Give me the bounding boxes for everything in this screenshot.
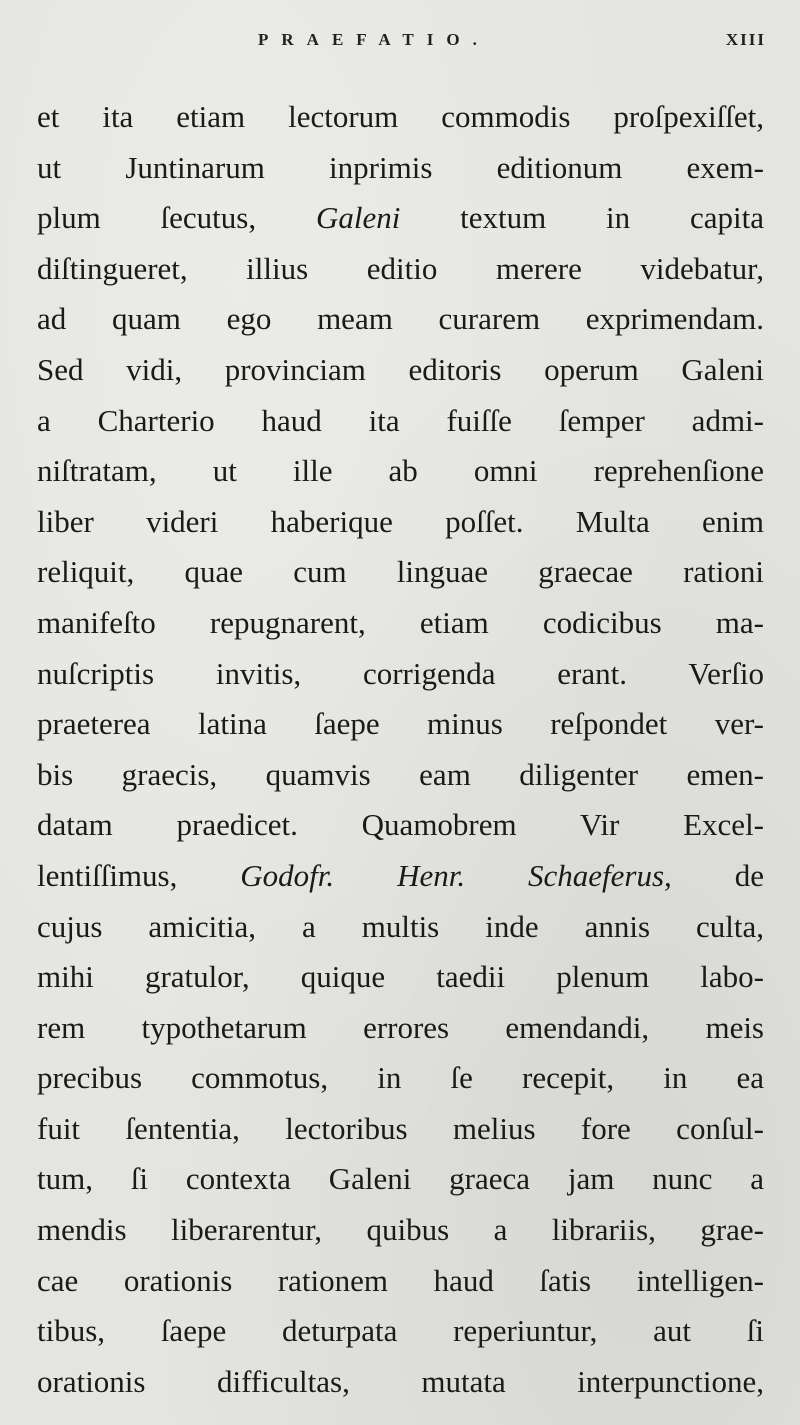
text-segment: cae orationis rationem haud ſatis intelligen-	[37, 1262, 764, 1298]
text-line	[37, 699, 764, 750]
page-number: XIII	[725, 30, 766, 49]
text-line	[37, 902, 764, 953]
text-line	[37, 547, 764, 598]
running-head	[0, 30, 800, 58]
text-segment: praeterea latina ſaepe minus reſpondet ver-	[37, 706, 764, 742]
text-segment: Sed vidi, provinciam editoris operum Galeni	[37, 351, 764, 387]
text-segment: diſtingueret, illius editio merere videbatur,	[37, 250, 764, 286]
body-text	[37, 92, 764, 1407]
text-line	[37, 497, 764, 548]
text-segment: textum in capita	[400, 200, 764, 236]
text-line	[37, 244, 764, 295]
text-segment: et ita etiam lectorum commodis proſpexiſſet,	[37, 99, 764, 134]
text-segment: de	[671, 857, 764, 893]
text-line	[37, 345, 764, 396]
text-segment: ad quam ego meam curarem exprimendam.	[37, 301, 764, 337]
text-line	[37, 446, 764, 497]
text-segment: lentiſſimus,	[37, 857, 241, 893]
italic-name: Godofr. Henr. Schaeferus,	[240, 857, 672, 893]
text-line	[37, 143, 764, 194]
text-line	[37, 1357, 764, 1408]
text-segment: tibus, ſaepe deturpata reperiuntur, aut ſi	[37, 1313, 764, 1349]
text-line	[37, 851, 764, 902]
text-line	[37, 1053, 764, 1104]
italic-name: Galeni	[315, 200, 401, 236]
running-title: PRAEFATIO.	[258, 30, 490, 49]
text-segment: fuit ſententia, lectoribus melius fore conſul-	[37, 1110, 764, 1146]
text-segment: rem typothetarum errores emendandi, meis	[37, 1009, 764, 1045]
text-line	[37, 1003, 764, 1054]
text-line	[37, 294, 764, 345]
text-line	[37, 1306, 764, 1357]
text-segment: niſtratam, ut ille ab omni reprehenſione	[37, 453, 764, 489]
text-line	[37, 1104, 764, 1155]
text-line	[37, 800, 764, 851]
text-segment: tum, ſi contexta Galeni graeca jam nunc a	[37, 1161, 764, 1197]
text-segment: a Charterio haud ita fuiſſe ſemper admi-	[37, 402, 764, 438]
text-segment: orationis difficultas, mutata interpunctione,	[37, 1363, 764, 1399]
text-segment: nuſcriptis invitis, corrigenda erant. Verſio	[37, 655, 764, 691]
text-segment: datam praedicet. Quamobrem Vir Excel-	[37, 807, 764, 843]
text-segment: cujus amicitia, a multis inde annis culta,	[37, 908, 764, 944]
text-line	[37, 750, 764, 801]
text-segment: ut Juntinarum inprimis editionum exem-	[37, 149, 764, 185]
text-segment: reliquit, quae cum linguae graecae rationi	[37, 554, 764, 590]
text-line	[37, 92, 764, 143]
text-line	[37, 396, 764, 447]
text-segment: plum ſecutus,	[37, 200, 316, 236]
text-segment: mendis liberarentur, quibus a librariis, grae-	[37, 1212, 764, 1248]
text-line	[37, 1154, 764, 1205]
text-line	[37, 598, 764, 649]
text-line	[37, 193, 764, 244]
text-segment: liber videri haberique poſſet. Multa enim	[37, 503, 764, 539]
text-line	[37, 1205, 764, 1256]
text-segment: mihi gratulor, quique taedii plenum labo-	[37, 959, 764, 995]
text-segment: bis graecis, quamvis eam diligenter emen-	[37, 756, 764, 792]
text-segment: manifeſto repugnarent, etiam codicibus ma-	[37, 604, 764, 640]
text-segment: precibus commotus, in ſe recepit, in ea	[37, 1060, 764, 1096]
text-line	[37, 1256, 764, 1307]
text-line	[37, 952, 764, 1003]
text-line	[37, 649, 764, 700]
